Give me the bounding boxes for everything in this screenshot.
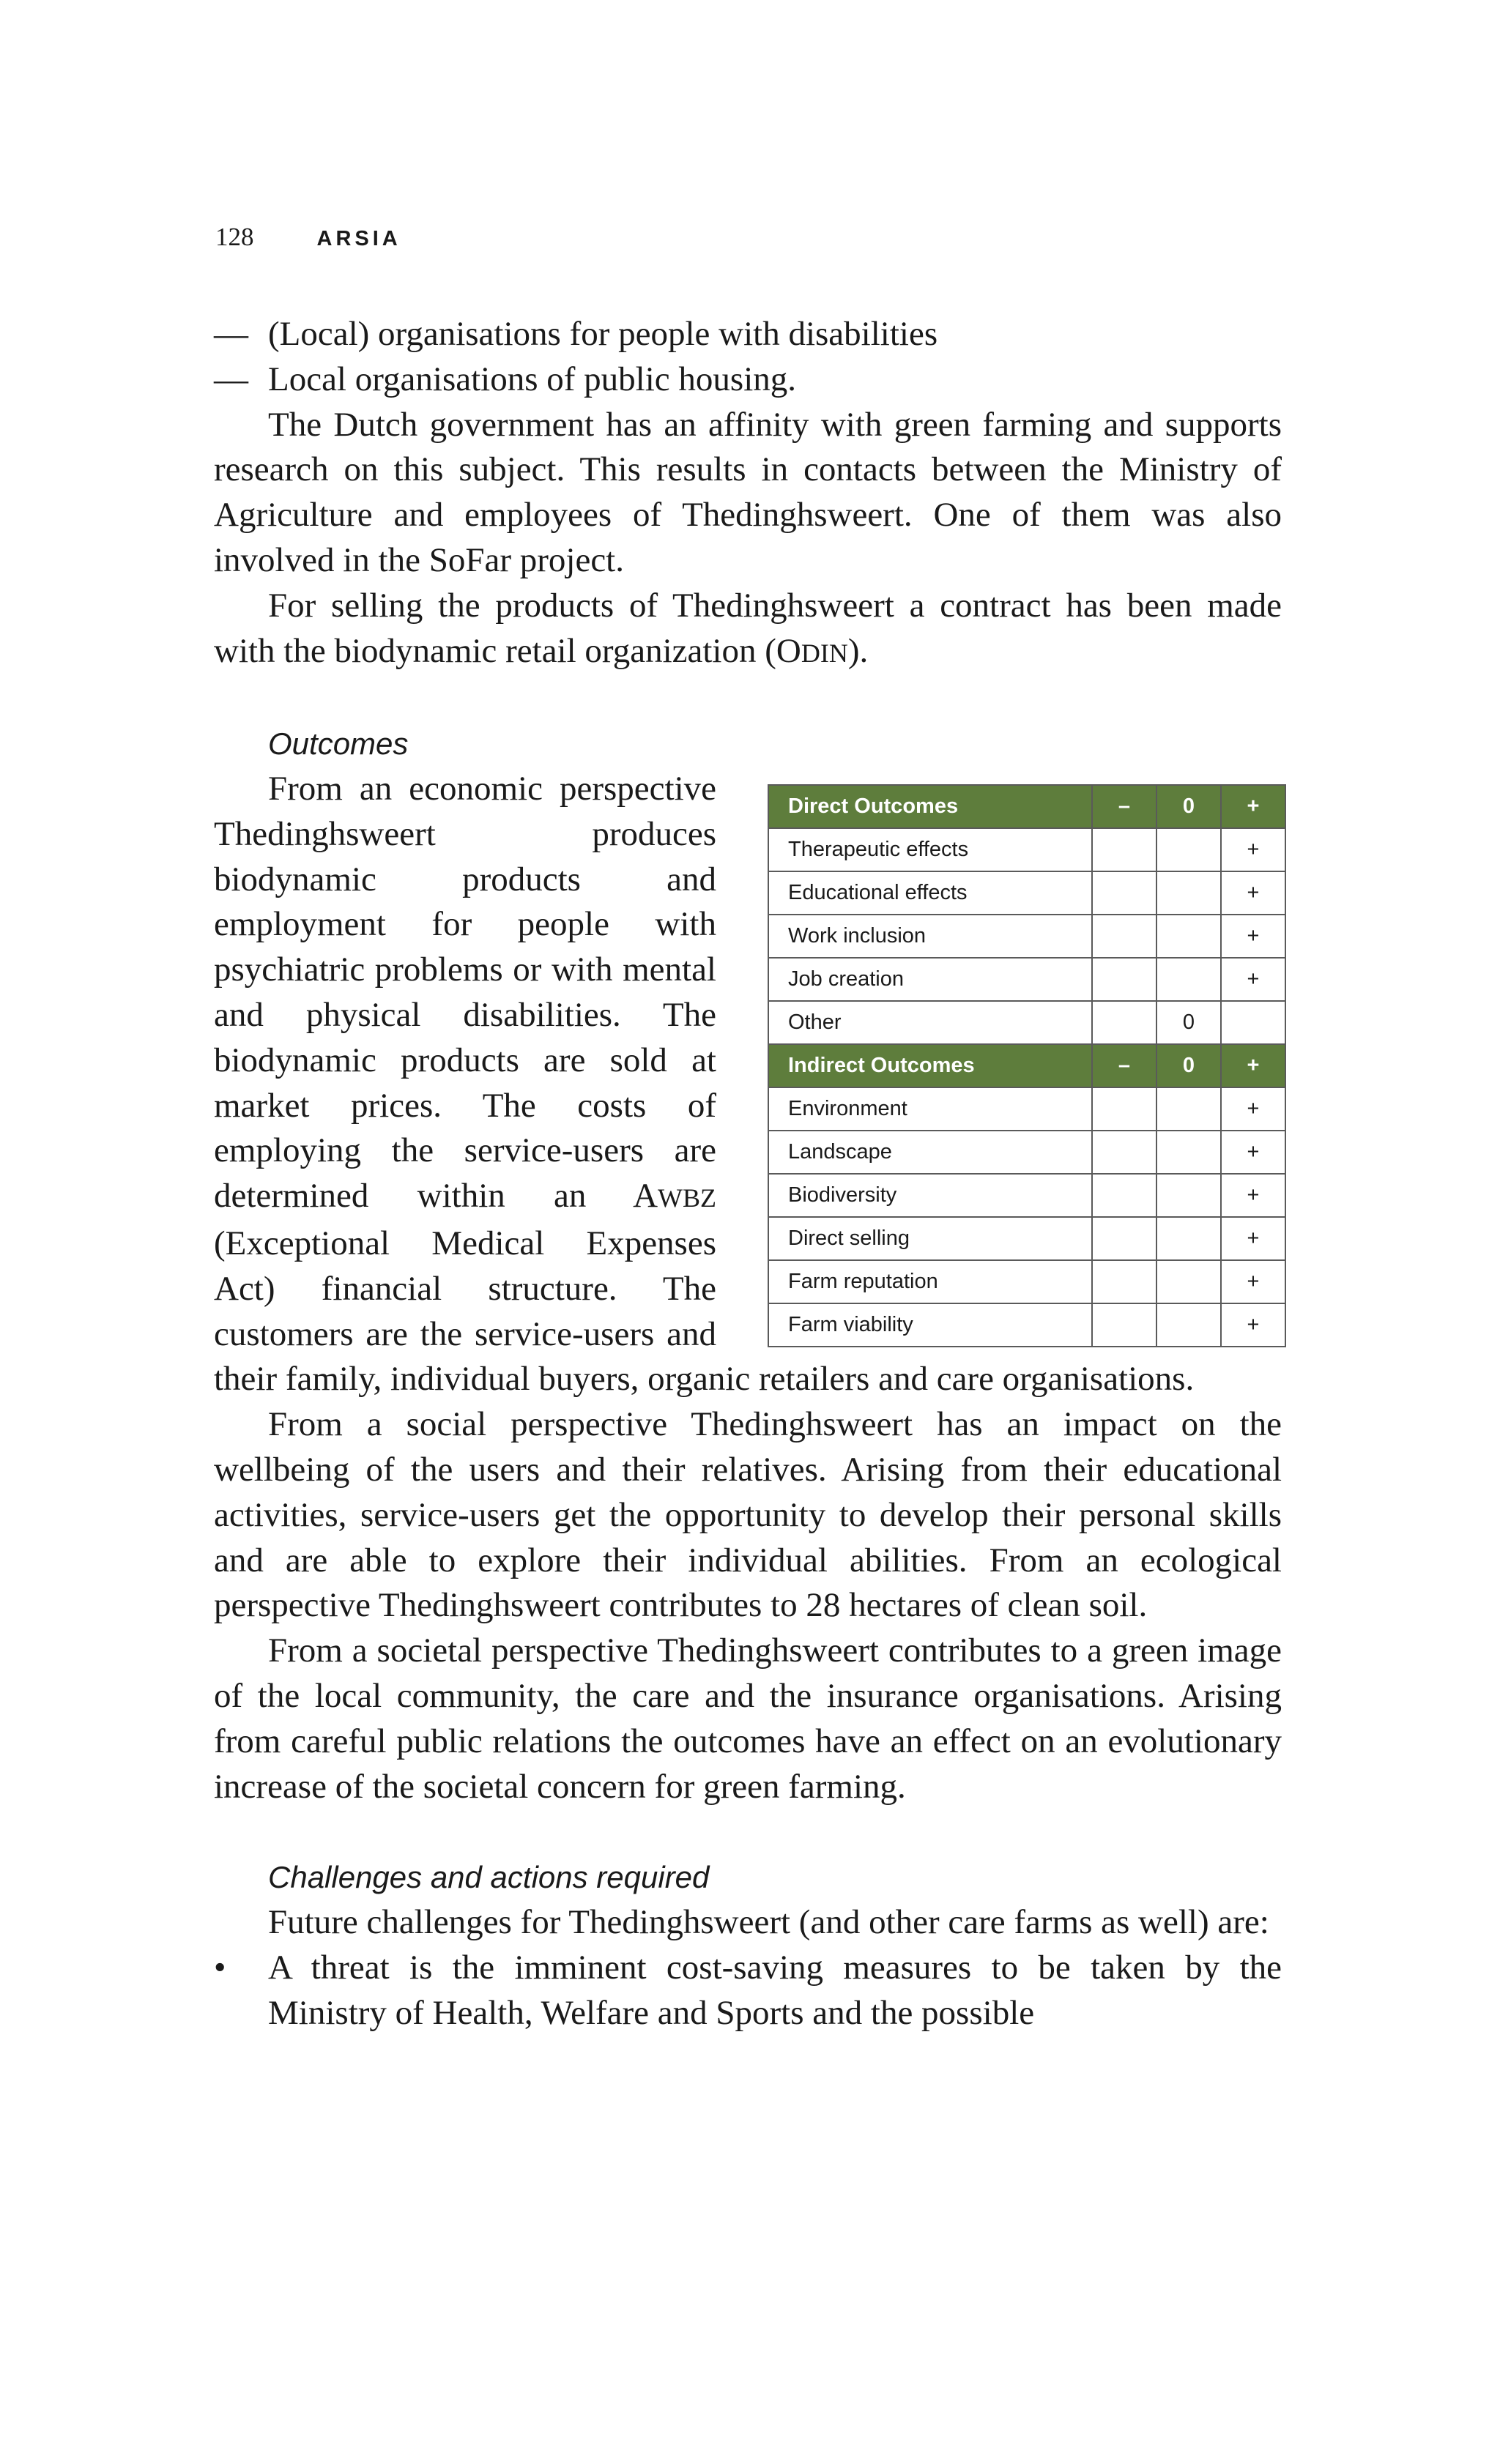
outcome-value (1156, 1131, 1221, 1174)
dash-item: — Local organisations of public housing. (214, 360, 796, 398)
outcome-value (1156, 1087, 1221, 1131)
outcomes-flow (214, 767, 1282, 2036)
outcome-value (1092, 1217, 1156, 1260)
column-header: – (1092, 785, 1156, 828)
outcome-value (1092, 1001, 1156, 1044)
table-row (768, 915, 1285, 958)
section-heading: Challenges and actions required (268, 1860, 710, 1895)
column-header: 0 (1156, 785, 1221, 828)
section-title: Indirect Outcomes (768, 1044, 1092, 1087)
table-row (768, 958, 1285, 1001)
outcome-value: + (1221, 1087, 1285, 1131)
outcome-value (1092, 871, 1156, 915)
outcome-value (1156, 828, 1221, 871)
outcome-value: + (1221, 915, 1285, 958)
outcome-label: Environment (768, 1087, 1092, 1131)
column-header: – (1092, 1044, 1156, 1087)
outcome-value: + (1221, 958, 1285, 1001)
outcome-value (1092, 1174, 1156, 1217)
table-row (768, 1001, 1285, 1044)
outcome-label: Educational effects (768, 871, 1092, 915)
body-text (214, 312, 1282, 767)
outcome-label: Job creation (768, 958, 1092, 1001)
outcome-value (1092, 1303, 1156, 1347)
outcome-value (1092, 915, 1156, 958)
paragraph: From a social perspective Thedinghsweert has an impact on the wellbeing of the users and their relatives. Arising from their educational activities, service-users get the opportunity to develop their personal skills and are able to explore their individual abilities. From an ecological perspective Thedinghsweert contributes to 28 hectares of clean soil. (214, 1405, 1282, 1625)
outcome-value (1092, 958, 1156, 1001)
page-header (215, 223, 401, 252)
table-row (768, 828, 1285, 871)
outcome-label: Therapeutic effects (768, 828, 1092, 871)
paragraph-continued: From an economic perspective Thedinghsweert produces biodynamic products and employment for people with psychiatric problems or with mental and physical disabilities. The biodynamic products are sold at market prices. The costs of employing the service-users are determined within an AWBZ (Exceptional Medical Expenses Act) financial structure. The customers are the service-users and their family, individual buyers, organic retailers and care organisations. (214, 770, 1195, 1399)
outcome-label: Farm viability (768, 1303, 1092, 1347)
table-row (768, 1260, 1285, 1303)
dash-item: — (Local) organisations for people with disabilities (214, 315, 938, 353)
outcome-label: Work inclusion (768, 915, 1092, 958)
outcome-value: + (1221, 1131, 1285, 1174)
table-row (768, 1087, 1285, 1131)
outcome-value (1221, 1001, 1285, 1044)
outcome-value (1092, 1260, 1156, 1303)
paragraph: The Dutch government has an affinity with green farming and supports research on this subject. This results in contacts between the Ministry of Agriculture and employees of Thedinghsweert. One of them was also involved in the SoFar project. (214, 405, 1282, 579)
table-row (768, 1217, 1285, 1260)
outcome-label: Landscape (768, 1131, 1092, 1174)
column-header: + (1221, 785, 1285, 828)
outcome-value: 0 (1156, 1001, 1221, 1044)
outcome-value (1156, 871, 1221, 915)
column-header: + (1221, 1044, 1285, 1087)
outcome-value (1156, 1303, 1221, 1347)
paragraph: Future challenges for Thedinghsweert (and other care farms as well) are: (268, 1903, 1269, 1942)
outcome-value (1156, 1217, 1221, 1260)
outcome-value (1092, 828, 1156, 871)
outcome-label: Biodiversity (768, 1174, 1092, 1217)
outcome-value (1156, 958, 1221, 1001)
section-title: Direct Outcomes (768, 785, 1092, 828)
table-header-row (768, 785, 1285, 828)
table-row (768, 871, 1285, 915)
outcome-table (768, 784, 1282, 1347)
outcome-label: Direct selling (768, 1217, 1092, 1260)
section-heading: Outcomes (268, 726, 409, 762)
running-head: ARSIA (316, 227, 401, 250)
outcome-value: + (1221, 1174, 1285, 1217)
table-row (768, 1303, 1285, 1347)
outcome-value: + (1221, 1217, 1285, 1260)
outcome-value (1156, 915, 1221, 958)
outcome-value (1156, 1174, 1221, 1217)
table-row (768, 1174, 1285, 1217)
outcome-value (1092, 1131, 1156, 1174)
column-header: 0 (1156, 1044, 1221, 1087)
bullet-item: • A threat is the imminent cost-saving measures to be taken by the Ministry of Health, Welfare and Sports and the possible (214, 1948, 1282, 2032)
paragraph: For selling the products of Thedinghsweert a contract has been made with the biodynamic retail organization (ODIN). (214, 586, 1282, 670)
paragraph: From a societal perspective Thedinghsweert contributes to a green image of the local community, the care and the insurance organisations. Arising from careful public relations the outcomes have an effect on an evolutionary increase of the societal concern for green farming. (214, 1631, 1282, 1806)
outcome-value: + (1221, 828, 1285, 871)
outcome-label: Farm reputation (768, 1260, 1092, 1303)
table-row (768, 1131, 1285, 1174)
outcome-value (1092, 1087, 1156, 1131)
page-number: 128 (215, 223, 254, 251)
outcome-value: + (1221, 1303, 1285, 1347)
outcome-value: + (1221, 871, 1285, 915)
outcome-value (1156, 1260, 1221, 1303)
outcome-value: + (1221, 1260, 1285, 1303)
table-header-row (768, 1044, 1285, 1087)
outcome-label: Other (768, 1001, 1092, 1044)
